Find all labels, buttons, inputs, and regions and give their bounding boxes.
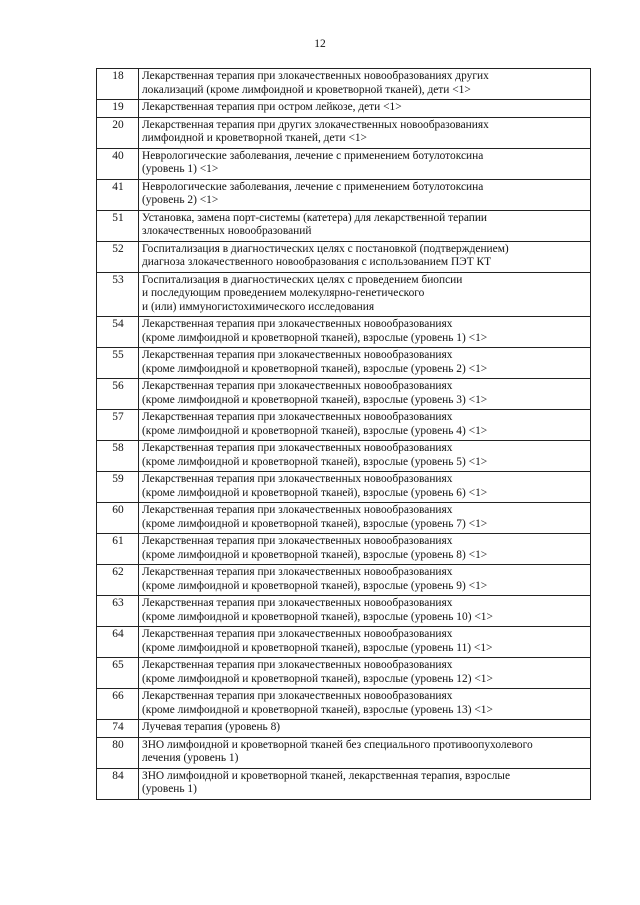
row-code: 53: [97, 272, 139, 317]
row-code: 52: [97, 241, 139, 272]
description-line: лимфоидной и кроветворной тканей, дети <1>: [142, 132, 367, 144]
description-line: ЗНО лимфоидной и кроветворной тканей, лекарственная терапия, взрослые: [142, 769, 511, 782]
table-row: [97, 720, 591, 738]
row-description: [139, 379, 591, 410]
row-description: [139, 210, 591, 241]
description-line: Лекарственная терапия при злокачественных новообразованиях: [142, 628, 453, 640]
description-line: (кроме лимфоидной и кроветворной тканей), взрослые (уровень 9) <1>: [142, 579, 488, 592]
row-description: [139, 100, 591, 118]
row-description: [139, 503, 591, 534]
row-code: 41: [97, 179, 139, 210]
description-line: Лекарственная терапия при злокачественных новообразованиях: [142, 473, 453, 485]
description-line: (уровень 1): [142, 783, 197, 795]
description-line: Неврологические заболевания, лечение с применением ботулотоксина: [142, 180, 484, 193]
description-line: ЗНО лимфоидной и кроветворной тканей без специального противоопухолевого: [142, 738, 533, 751]
table-row: [97, 658, 591, 689]
table-row: [97, 348, 591, 379]
table-row: [97, 410, 591, 441]
table-row: [97, 272, 591, 317]
row-code: 65: [97, 658, 139, 689]
row-code: 40: [97, 148, 139, 179]
row-description: [139, 565, 591, 596]
table-row: [97, 565, 591, 596]
description-line: (кроме лимфоидной и кроветворной тканей), взрослые (уровень 10) <1>: [142, 610, 493, 623]
description-line: Лекарственная терапия при злокачественных новообразованиях: [142, 318, 453, 330]
row-description: [139, 241, 591, 272]
row-description: [139, 737, 591, 768]
table-row: [97, 117, 591, 148]
row-description: [139, 720, 591, 738]
row-code: 18: [97, 69, 139, 100]
description-line: (кроме лимфоидной и кроветворной тканей), взрослые (уровень 5) <1>: [142, 455, 488, 468]
row-description: [139, 441, 591, 472]
table-row: [97, 627, 591, 658]
row-code: 57: [97, 410, 139, 441]
row-description: [139, 148, 591, 179]
row-code: 66: [97, 689, 139, 720]
row-code: 59: [97, 472, 139, 503]
description-line: Лекарственная терапия при злокачественных новообразованиях: [142, 380, 453, 392]
description-line: (кроме лимфоидной и кроветворной тканей), взрослые (уровень 11) <1>: [142, 641, 493, 654]
description-line: Лекарственная терапия при злокачественных новообразованиях: [142, 659, 453, 671]
table-row: [97, 596, 591, 627]
table-row: [97, 69, 591, 100]
description-line: Лекарственная терапия при злокачественных новообразованиях: [142, 442, 453, 454]
description-line: Лекарственная терапия при злокачественных новообразованиях других: [142, 70, 489, 82]
table-row: [97, 241, 591, 272]
row-code: 74: [97, 720, 139, 738]
row-description: [139, 348, 591, 379]
row-code: 84: [97, 768, 139, 799]
row-description: [139, 410, 591, 441]
document-table: [96, 68, 591, 800]
table-row: [97, 768, 591, 799]
description-line: диагноза злокачественного новообразования с использованием ПЭТ КТ: [142, 256, 492, 268]
description-line: (кроме лимфоидной и кроветворной тканей), взрослые (уровень 6) <1>: [142, 486, 488, 499]
description-line: Установка, замена порт-системы (катетера) для лекарственной терапии: [142, 211, 488, 224]
table-row: [97, 534, 591, 565]
description-line: (уровень 2) <1>: [142, 194, 219, 206]
table-row: [97, 210, 591, 241]
row-description: [139, 689, 591, 720]
table-row: [97, 689, 591, 720]
table-row: [97, 737, 591, 768]
table-row: [97, 503, 591, 534]
row-code: 20: [97, 117, 139, 148]
description-line: Лекарственная терапия при злокачественных новообразованиях: [142, 504, 453, 516]
row-code: 80: [97, 737, 139, 768]
description-line: (кроме лимфоидной и кроветворной тканей), взрослые (уровень 13) <1>: [142, 703, 493, 716]
description-line: Лекарственная терапия при злокачественных новообразованиях: [142, 566, 453, 578]
row-code: 60: [97, 503, 139, 534]
page-number: 12: [314, 38, 326, 50]
description-line: Неврологические заболевания, лечение с применением ботулотоксина: [142, 149, 484, 162]
row-code: 64: [97, 627, 139, 658]
description-line: (кроме лимфоидной и кроветворной тканей), взрослые (уровень 3) <1>: [142, 393, 488, 406]
description-line: (кроме лимфоидной и кроветворной тканей), взрослые (уровень 12) <1>: [142, 672, 493, 685]
row-description: [139, 179, 591, 210]
description-line: и последующим проведением молекулярно-генетического: [142, 287, 425, 299]
table-body: [97, 69, 591, 800]
row-description: [139, 596, 591, 627]
description-line: Лекарственная терапия при остром лейкозе, дети <1>: [142, 101, 402, 113]
description-line: и (или) иммуногистохимического исследования: [142, 300, 375, 313]
description-line: (кроме лимфоидной и кроветворной тканей), взрослые (уровень 4) <1>: [142, 424, 488, 437]
row-description: [139, 272, 591, 317]
description-line: Лекарственная терапия при злокачественных новообразованиях: [142, 597, 453, 609]
row-description: [139, 472, 591, 503]
row-description: [139, 117, 591, 148]
description-line: Госпитализация в диагностических целях с проведением биопсии: [142, 273, 463, 286]
description-line: лечения (уровень 1): [142, 752, 239, 764]
row-code: 63: [97, 596, 139, 627]
description-line: (кроме лимфоидной и кроветворной тканей), взрослые (уровень 8) <1>: [142, 548, 488, 561]
description-line: Лекарственная терапия при других злокачественных новообразованиях: [142, 118, 489, 131]
description-line: (кроме лимфоидной и кроветворной тканей), взрослые (уровень 1) <1>: [142, 331, 488, 344]
row-description: [139, 69, 591, 100]
row-code: 54: [97, 317, 139, 348]
row-code: 51: [97, 210, 139, 241]
description-line: Лекарственная терапия при злокачественных новообразованиях: [142, 535, 453, 547]
row-code: 19: [97, 100, 139, 118]
description-line: (кроме лимфоидной и кроветворной тканей), взрослые (уровень 2) <1>: [142, 362, 488, 375]
row-description: [139, 534, 591, 565]
row-code: 58: [97, 441, 139, 472]
row-code: 61: [97, 534, 139, 565]
description-line: Госпитализация в диагностических целях с постановкой (подтверждением): [142, 242, 509, 255]
row-description: [139, 768, 591, 799]
table-row: [97, 100, 591, 118]
table-row: [97, 472, 591, 503]
table-row: [97, 148, 591, 179]
row-description: [139, 317, 591, 348]
description-line: Лекарственная терапия при злокачественных новообразованиях: [142, 411, 453, 423]
description-line: Лучевая терапия (уровень 8): [142, 721, 281, 733]
description-line: (уровень 1) <1>: [142, 163, 219, 175]
row-description: [139, 627, 591, 658]
description-line: Лекарственная терапия при злокачественных новообразованиях: [142, 349, 453, 361]
table-row: [97, 179, 591, 210]
table-row: [97, 379, 591, 410]
row-code: 62: [97, 565, 139, 596]
row-code: 55: [97, 348, 139, 379]
row-description: [139, 658, 591, 689]
description-line: локализаций (кроме лимфоидной и кроветворной тканей), дети <1>: [142, 83, 471, 96]
description-line: (кроме лимфоидной и кроветворной тканей), взрослые (уровень 7) <1>: [142, 517, 488, 530]
description-line: злокачественных новообразований: [142, 225, 312, 237]
table-row: [97, 317, 591, 348]
description-line: Лекарственная терапия при злокачественных новообразованиях: [142, 690, 453, 702]
row-code: 56: [97, 379, 139, 410]
table-row: [97, 441, 591, 472]
